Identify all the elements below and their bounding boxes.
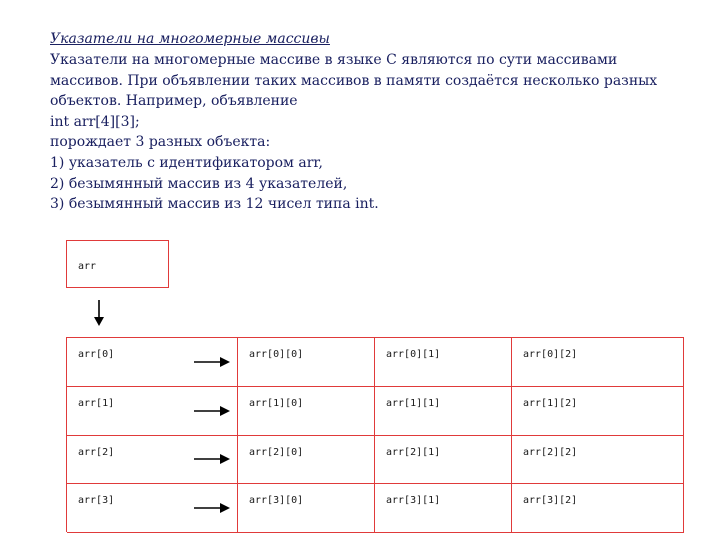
element-cell xyxy=(375,338,512,387)
grid-row xyxy=(67,436,684,485)
element-label: arr[2][0] xyxy=(249,446,304,458)
element-label: arr[1][2] xyxy=(523,397,578,409)
element-cell xyxy=(512,387,684,436)
right-arrow-icon xyxy=(194,405,230,417)
grid-row xyxy=(67,484,684,533)
element-label: arr[0][2] xyxy=(523,349,578,360)
pointer-cell-label: arr[0] xyxy=(78,349,115,360)
grid-row xyxy=(67,338,684,387)
element-label: arr[2][2] xyxy=(523,446,578,458)
grid-row xyxy=(67,387,684,436)
array-grid xyxy=(66,337,684,532)
element-cell xyxy=(512,484,684,533)
right-arrow-icon xyxy=(194,356,230,368)
element-cell xyxy=(238,387,375,436)
down-arrow-icon xyxy=(92,300,106,326)
text-line: массивов. При объявлении таких массивов в памяти создаётся несколько разных xyxy=(50,72,658,89)
pointer-cell-label: arr[2] xyxy=(78,446,115,458)
element-cell xyxy=(238,436,375,485)
code-line: int arr[4][3]; xyxy=(50,113,140,130)
element-cell xyxy=(375,436,512,485)
list-item: 2) безымянный массив из 4 указателей, xyxy=(50,175,348,192)
element-label: arr[3][0] xyxy=(249,495,304,507)
element-cell xyxy=(238,338,375,387)
element-label: arr[3][1] xyxy=(386,495,441,507)
list-item: 3) безымянный массив из 12 чисел типа int. xyxy=(50,196,379,213)
pointer-cell-label: arr[1] xyxy=(78,397,115,409)
right-arrow-icon xyxy=(194,453,230,465)
element-label: arr[0][1] xyxy=(386,349,441,360)
right-arrow-icon xyxy=(194,502,230,514)
pointer-label: arr xyxy=(78,261,97,272)
text-line: Указатели на многомерные массиве в языке С являются по сути массивами xyxy=(50,52,618,68)
element-label: arr[1][1] xyxy=(386,397,441,409)
element-cell xyxy=(375,484,512,533)
element-cell xyxy=(375,387,512,436)
element-cell xyxy=(512,338,684,387)
pointer-cell-label: arr[3] xyxy=(78,495,115,507)
element-label: arr[2][1] xyxy=(386,446,441,458)
text-line: порождает 3 разных объекта: xyxy=(50,134,271,151)
body-text xyxy=(50,50,690,215)
element-cell xyxy=(512,436,684,485)
pointer-box xyxy=(66,240,169,288)
element-label: arr[1][0] xyxy=(249,397,304,409)
slide-title: Указатели на многомерные массивы xyxy=(50,31,330,47)
element-label: arr[0][0] xyxy=(249,349,304,360)
text-line: объектов. Например, объявление xyxy=(50,93,298,110)
element-label: arr[3][2] xyxy=(523,495,578,507)
list-item: 1) указатель с идентификатором arr, xyxy=(50,154,323,171)
element-cell xyxy=(238,484,375,533)
